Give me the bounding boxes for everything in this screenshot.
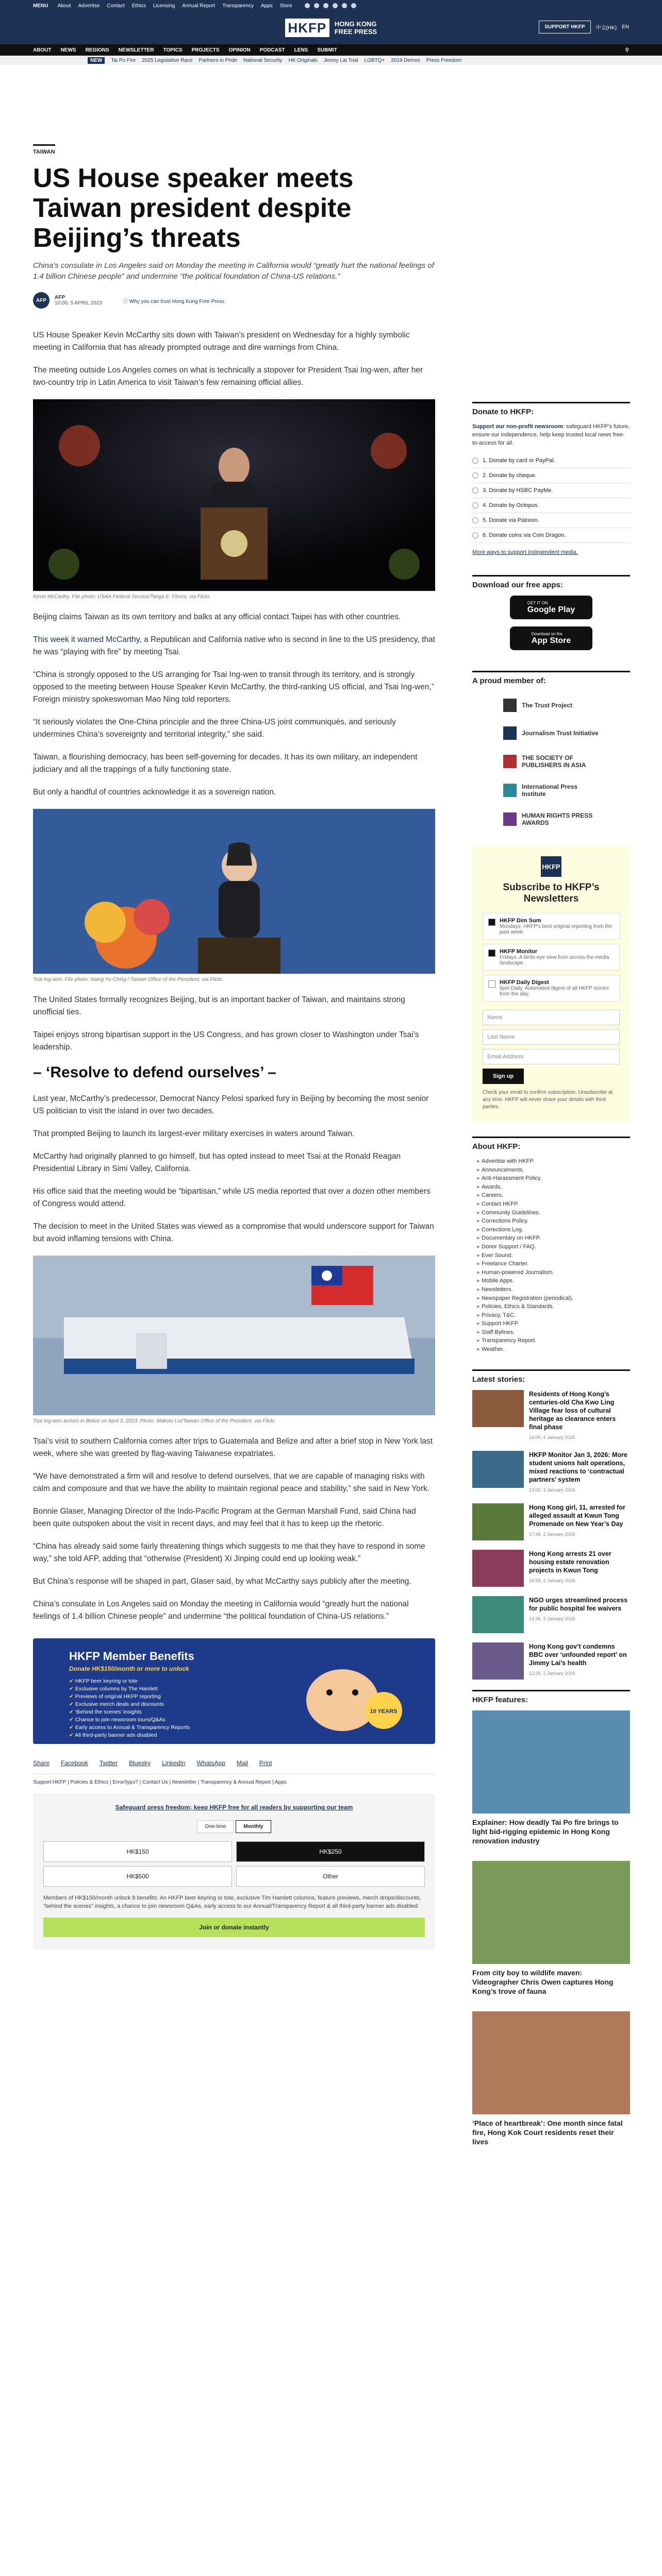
- trending-item[interactable]: HK Originals: [288, 57, 318, 63]
- tab-monthly[interactable]: Monthly: [236, 1820, 271, 1833]
- logo-wordmark: [335, 20, 377, 36]
- last-name-input[interactable]: Last Name: [483, 1029, 620, 1045]
- about-link[interactable]: • Documentary on HKFP.: [482, 1234, 630, 1243]
- newsletter-signup: [472, 846, 630, 1121]
- member-logo[interactable]: [472, 747, 630, 776]
- amount-option[interactable]: Other: [236, 1866, 425, 1887]
- trending-item[interactable]: Tai Po Fire: [111, 57, 136, 63]
- benefit-list: [69, 1677, 190, 1739]
- utility-links: [57, 3, 292, 9]
- twitter-icon[interactable]: [314, 3, 319, 8]
- donate-option[interactable]: 6. Donate coins via Coin Dragon.: [472, 528, 630, 543]
- nav-item[interactable]: REGIONS: [85, 47, 109, 53]
- gp-small: GET IT ON: [527, 600, 548, 605]
- donate-option[interactable]: 5. Donate via Patreon.: [472, 513, 630, 528]
- paragraph: [33, 634, 435, 658]
- paragraph: Taipei enjoys strong bipartisan support in the US Congress, and has grown closer to Washington under Tsai’s leadership.: [33, 1030, 419, 1052]
- member-logo[interactable]: [472, 691, 630, 719]
- about-link[interactable]: • Announcements.: [482, 1166, 630, 1175]
- share-facebook-link[interactable]: Facebook: [61, 1759, 88, 1767]
- share-bluesky-link[interactable]: Bluesky: [129, 1759, 151, 1767]
- support-hkfp-button[interactable]: SUPPORT HKFP: [539, 21, 590, 33]
- banner-title: HKFP Member Benefits: [69, 1650, 194, 1663]
- utility-link[interactable]: Apps: [260, 3, 273, 9]
- story-headline: Residents of Hong Kong’s centuries-old Cha Kwo Ling Village fear loss of cultural heritage as clearance enters final phase: [529, 1390, 616, 1431]
- member-name: THE SOCIETY OF PUBLISHERS IN ASIA: [522, 754, 586, 769]
- newsletter-desc: 6pm Daily. Automated digest of all HKFP stories from the day.: [500, 986, 609, 997]
- newsletter-logo: HKFP: [541, 856, 561, 877]
- donate-option[interactable]: 1. Donate by card or PayPal.: [472, 453, 630, 468]
- story-title: [529, 1451, 630, 1494]
- feature-image: [472, 1861, 630, 1964]
- photo-caption: Tsai Ing-wen arrives in Belize on April 3, 2023. Photo: Makoto Lin/Taiwan Office of the President, via Flickr.: [33, 1418, 276, 1424]
- story-thumbnail: [472, 1550, 524, 1587]
- gp-label: Google Play: [527, 605, 575, 614]
- story-thumbnail: [472, 1642, 524, 1680]
- member-benefits-banner[interactable]: [33, 1638, 435, 1744]
- share-print-link[interactable]: Print: [259, 1759, 272, 1767]
- tab-one-time[interactable]: One-time: [197, 1820, 234, 1833]
- subheading: – ‘Resolve to defend ourselves’ –: [33, 1064, 276, 1081]
- linkedin-icon[interactable]: [351, 3, 356, 8]
- member-name: Journalism Trust Initiative: [522, 730, 599, 737]
- paragraph: The meeting outside Los Angeles comes on what is technically a stopover for President Tsai Ing-wen, after her two-country trip in Latin America to visit Taiwan’s few remaining official allies.: [33, 366, 423, 387]
- amount-options: [43, 1841, 425, 1887]
- paragraph: Beijing claims Taiwan as its own territory and balks at any official contact Taipei has with other countries.: [33, 613, 401, 621]
- lang-chinese-link[interactable]: 中文(HK): [595, 25, 617, 31]
- paragraph: “We have demonstrated a firm will and resolve to defend ourselves, that we are capable of managing risks with calm and composure and that we have the ability to maintain regional peace and stability,” she said in New York.: [33, 1472, 430, 1493]
- donate-box: [33, 1793, 435, 1950]
- app-store-button[interactable]: [510, 626, 592, 650]
- nav-item[interactable]: LENS: [294, 47, 308, 53]
- story-time: 12:26, 2 January 2026: [529, 1670, 575, 1676]
- benefit-item: ✔ All third-party banner ads disabled: [69, 1732, 190, 1739]
- member-mark-icon: [503, 755, 517, 768]
- story-headline: Hong Kong arrests 21 over housing estate renovation projects in Kwun Tong: [529, 1550, 611, 1574]
- nav-item[interactable]: ABOUT: [33, 47, 52, 53]
- feature-title: Explainer: How deadly Tai Po fire brings to light bid-rigging epidemic in Hong Kong renovation industry: [472, 1818, 619, 1845]
- about-link[interactable]: • Newsletters.: [482, 1285, 630, 1294]
- newsletter-name: HKFP Monitor: [500, 948, 538, 955]
- latest-story[interactable]: [472, 1503, 630, 1540]
- benefit-item: ✔ Early access to Annual & Transparency Reports: [69, 1724, 190, 1732]
- about-link[interactable]: • Staff Bylines.: [482, 1328, 630, 1337]
- about-link[interactable]: • Freelance Charter.: [482, 1260, 630, 1268]
- about-link[interactable]: • Donor Support / FAQ.: [482, 1243, 630, 1251]
- first-name-input[interactable]: Name: [483, 1010, 620, 1025]
- story-title: [529, 1550, 630, 1587]
- member-logos: [472, 691, 630, 834]
- paragraph: McCarthy had originally planned to go himself, but has opted instead to meet Tsai at the Ronald Reagan Presidential Library in Simi Valley, California.: [33, 1152, 401, 1173]
- newsletter-option[interactable]: [483, 913, 620, 940]
- lang-english-link[interactable]: EN: [622, 24, 629, 30]
- photo-mccarthy: [33, 399, 435, 591]
- author-avatar: AFP: [33, 292, 49, 309]
- story-thumbnail: [472, 1451, 524, 1488]
- nav-item[interactable]: PODCAST: [259, 47, 285, 53]
- nav-item[interactable]: OPINION: [228, 47, 251, 53]
- as-label: App Store: [531, 636, 571, 645]
- paragraph: The United States formally recognizes Beijing, but is an important backer of Taiwan, and maintains strong unofficial ties.: [33, 995, 405, 1016]
- social-icons: [305, 3, 356, 8]
- share-bar: [33, 1759, 435, 1767]
- story-title: [529, 1596, 630, 1633]
- photo-airplane: [33, 1256, 435, 1415]
- paragraph: His office said that the meeting would be “bipartisan,” while US media reported that over a dozen other members of Congress would attend.: [33, 1187, 431, 1208]
- donate-box-head: Safeguard press freedom; keep HKFP free for all readers by supporting our team: [115, 1804, 353, 1811]
- feature-story[interactable]: [472, 2011, 630, 2146]
- about-link[interactable]: • Mobile Apps.: [482, 1277, 630, 1285]
- mccarthy-image: [33, 399, 435, 591]
- about-link[interactable]: • Corrections Policy.: [482, 1217, 630, 1226]
- paragraph-text: , a Republican and California native who is second in line to the US presidency, that he was “playing with fire” by meeting Tsai.: [33, 635, 435, 656]
- article: [33, 144, 435, 1950]
- about-link[interactable]: • Ever Sound.: [482, 1251, 630, 1260]
- sidebar: [472, 402, 630, 2162]
- donate-link[interactable]: Support our non-profit newsroom: [472, 423, 563, 430]
- member-name: International Press Institute: [522, 783, 578, 798]
- site-header: [0, 11, 662, 44]
- trust-link-label: Why you can trust Hong Kong Free Press: [129, 298, 225, 304]
- byline: [33, 292, 435, 309]
- about-link[interactable]: • Weather.: [482, 1345, 630, 1354]
- story-title: [529, 1503, 630, 1540]
- donate-head: Donate to HKFP:: [472, 402, 630, 416]
- about-link[interactable]: • Policies, Ethics & Standards.: [482, 1302, 630, 1311]
- member-logo[interactable]: [472, 719, 630, 747]
- nav-item[interactable]: SUBMIT: [317, 47, 337, 53]
- donate-option[interactable]: 4. Donate by Octopus.: [472, 498, 630, 513]
- email-input[interactable]: Email Address: [483, 1049, 620, 1064]
- donate-option[interactable]: 3. Donate by HSBC PayMe.: [472, 483, 630, 498]
- paragraph: Bonnie Glaser, Managing Director of the Indo-Pacific Program at the German Marshall Fund, said China had been quite outspoken about the visit in recent days, and may feel that it has to keep up the rhetoric.: [33, 1507, 416, 1528]
- article-lede: China’s consulate in Los Angeles said on Monday the meeting in California would “greatly hurt the national feelings of 1.4 billion Chinese people” and undermine “the political foundation of China-US relations.”: [33, 261, 434, 281]
- about-link[interactable]: • Human-powered Journalism.: [482, 1268, 630, 1277]
- newsletter-option[interactable]: [483, 944, 620, 971]
- latest-story[interactable]: [472, 1550, 630, 1587]
- logo-line-2: FREE PRESS: [334, 28, 377, 36]
- trending-item[interactable]: LGBTQ+: [364, 57, 385, 63]
- utility-link[interactable]: Transparency: [222, 3, 254, 9]
- apps-head: Download our free apps:: [472, 575, 630, 589]
- banner-subtitle: Donate HK$150/month or more to unlock: [69, 1665, 189, 1672]
- share-label: Share: [33, 1759, 50, 1767]
- donate-options: [472, 453, 630, 543]
- benefit-item: ✔ HKFP beer keyring or tote: [69, 1677, 190, 1685]
- story-headline: Hong Kong gov’t condemns BBC over ‘unfounded report’ on Jimmy Lai’s health: [529, 1642, 627, 1667]
- features-head: HKFP features:: [472, 1690, 630, 1704]
- story-headline: Hong Kong girl, 11, arrested for alleged assault at Kwun Tong Promenade on New Year’s Day: [529, 1503, 625, 1528]
- story-time: 13:00, 3 January 2026: [529, 1487, 575, 1493]
- member-head: A proud member of:: [472, 671, 630, 685]
- newsletter-option[interactable]: [483, 975, 620, 1002]
- newsletter-name: HKFP Daily Digest: [500, 979, 549, 986]
- latest-head: Latest stories:: [472, 1369, 630, 1384]
- trending-item[interactable]: 2019 Demos: [391, 57, 420, 63]
- share-mail-link[interactable]: Mail: [236, 1759, 248, 1767]
- utility-link[interactable]: Contact: [107, 3, 125, 9]
- paragraph: Tsai’s visit to southern California comes after trips to Guatemala and Belize and after a brief stop in New York last week, where she was greeted by flag-waving Taiwanese expatriates.: [33, 1437, 433, 1458]
- trending-item[interactable]: 2025 Legislative Race: [142, 57, 193, 63]
- latest-stories: [472, 1390, 630, 1680]
- google-play-button[interactable]: [510, 596, 592, 619]
- trending-bar: [0, 56, 662, 65]
- photo-caption: Kevin McCarthy. File photo: USAA Federal Service/Tanga E. Flores, via Flickr.: [33, 594, 211, 600]
- about-link[interactable]: • Awards.: [482, 1183, 630, 1192]
- trust-link[interactable]: ⓘ Why you can trust Hong Kong Free Press: [122, 298, 225, 304]
- donate-text-body: : safeguard HKFP’s future, ensure our independence, help keep trusted local news free-to-access for all.: [472, 423, 630, 446]
- section-label[interactable]: TAIWAN: [33, 144, 55, 155]
- utility-link[interactable]: Annual Report: [182, 3, 216, 9]
- share-linkedin-link[interactable]: LinkedIn: [162, 1759, 186, 1767]
- photo-tsai: [33, 809, 435, 974]
- article-title: US House speaker meets Taiwan president despite Beijing’s threats: [33, 163, 354, 253]
- nav-item[interactable]: NEWSLETTER: [118, 47, 154, 53]
- donate-tabs: [43, 1820, 425, 1833]
- feature-image: [472, 2011, 630, 2114]
- instagram-icon[interactable]: [323, 3, 328, 8]
- benefit-item: ✔ Exclusive merch deals and discounts: [69, 1701, 190, 1708]
- donate-note: Members of HK$150/month unlock 8 benefits: An HKFP beer keyring or tote, exclusive Tim Hamlett columns, feature previews, merch drops/discounts, “behind the scenes” insights, a chance to join newsroom Q&As, early access to our Annual/Transparency Report & all third-party banner ads disabled.: [43, 1895, 421, 1909]
- newsletter-desc: Fridays. A birds-eye view from across the media landscape.: [500, 955, 609, 966]
- story-thumbnail: [472, 1596, 524, 1633]
- site-logo[interactable]: [285, 19, 377, 37]
- signup-note: Check your email to confirm subscription. Unsubscribe at any time. HKFP will never share your details with third parties.: [483, 1090, 613, 1110]
- photo-caption: Tsai Ing-wen. File photo: Wang Yu Ching / Taiwan Office of the President, via Flickr.: [33, 977, 224, 982]
- logo-line-1: HONG KONG: [334, 20, 377, 28]
- feature-title: From city boy to wildlife maven: Videographer Chris Owen captures Hong Kong’s trove of fauna: [472, 1968, 614, 1995]
- about-link[interactable]: • Corrections Log.: [482, 1226, 630, 1234]
- paragraph: Last year, McCarthy’s predecessor, Democrat Nancy Pelosi sparked fury in Beijing by becoming the most senior US politician to visit the island in over two decades.: [33, 1094, 429, 1115]
- about-link[interactable]: • Community Guidelines.: [482, 1209, 630, 1217]
- amount-option[interactable]: HK$150: [43, 1841, 232, 1862]
- search-icon[interactable]: ⚲: [625, 47, 629, 53]
- trending-item[interactable]: Press Freedom: [426, 57, 462, 63]
- nav-item[interactable]: PROJECTS: [191, 47, 220, 53]
- publish-date: 10:00, 5 APRIL 2023: [55, 300, 102, 306]
- paragraph: US House Speaker Kevin McCarthy sits down with Taiwan’s president on Wednesday for a highly symbolic meeting in California that has already prompted outrage and dire warnings from China.: [33, 331, 410, 352]
- story-time: 14:36, 2 January 2026: [529, 1616, 575, 1621]
- newsletter-desc: Mondays. HKFP’s best original reporting from the past week.: [500, 924, 613, 935]
- member-logo[interactable]: [472, 776, 630, 805]
- utility-link[interactable]: Licensing: [153, 3, 175, 9]
- latest-story[interactable]: [472, 1390, 630, 1442]
- about-link[interactable]: • Newspaper Registration (periodical).: [482, 1294, 630, 1303]
- as-small: Download on the: [531, 631, 562, 636]
- donate-text: [472, 422, 630, 447]
- story-thumbnail: [472, 1390, 524, 1427]
- feature-story[interactable]: [472, 1710, 630, 1845]
- trending-item[interactable]: National Security: [243, 57, 283, 63]
- utility-link[interactable]: About: [57, 3, 71, 9]
- about-link[interactable]: • Advertise with HKFP.: [482, 1157, 630, 1166]
- member-mark-icon: [503, 726, 517, 740]
- member-name: The Trust Project: [522, 702, 573, 709]
- story-time: 16:58, 2 January 2026: [529, 1578, 575, 1583]
- paragraph: China’s consulate in Los Angeles said on Monday the meeting in California would “greatly hurt the national feelings of 1.4 billion Chinese people” and undermine “the political foundation of China-US relations.”: [33, 1600, 409, 1621]
- footer-links[interactable]: Support HKFP | Policies & Ethics | Error/typo? | Contact Us | Newsletter | Transparency & Annual Report | Apps: [33, 1774, 435, 1785]
- about-list: [472, 1157, 630, 1354]
- about-link[interactable]: • Support HKFP.: [482, 1319, 630, 1328]
- benefit-item: ✔ Chance to join newsroom tours/Q&As: [69, 1716, 190, 1724]
- latest-story[interactable]: [472, 1451, 630, 1494]
- feature-title: ‘Place of heartbreak’: One month since fatal fire, Hong Kok Court residents reset their lives: [472, 2119, 623, 2146]
- paragraph: That prompted Beijing to launch its largest-ever military exercises in waters around Taiwan.: [33, 1129, 355, 1138]
- story-title: [529, 1642, 630, 1680]
- about-link[interactable]: • Privacy, T&C.: [482, 1311, 630, 1320]
- about-head: About HKFP:: [472, 1137, 630, 1151]
- paragraph: “It seriously violates the One-China principle and the three China-US joint communiqués, and seriously undermines China’s sovereignty and territorial integrity,” she said.: [33, 718, 396, 739]
- newsletter-name: HKFP Dim Sum: [500, 918, 541, 924]
- join-donate-button[interactable]: Join or donate instantly: [43, 1918, 425, 1937]
- story-headline: NGO urges streamlined process for public hospital fee waivers: [529, 1596, 628, 1612]
- share-whatsapp-link[interactable]: WhatsApp: [196, 1759, 225, 1767]
- donate-option[interactable]: 2. Donate by cheque.: [472, 468, 630, 483]
- share-twitter-link[interactable]: Twitter: [99, 1759, 118, 1767]
- telegram-icon[interactable]: [342, 3, 347, 8]
- amount-option[interactable]: HK$500: [43, 1866, 232, 1887]
- author-name[interactable]: AFP: [55, 295, 65, 300]
- story-time: 16:00, 4 January 2026: [529, 1434, 575, 1440]
- about-link[interactable]: • Careers.: [482, 1191, 630, 1200]
- benefit-item: ✔ Previews of original HKFP reporting: [69, 1693, 190, 1701]
- trending-item[interactable]: Partners in Pride: [198, 57, 238, 63]
- member-mark-icon: [503, 699, 517, 712]
- amount-option[interactable]: HK$250: [236, 1841, 425, 1862]
- about-link[interactable]: • Contact HKFP.: [482, 1200, 630, 1209]
- story-time: 17:48, 2 January 2026: [529, 1531, 575, 1537]
- utility-link[interactable]: Advertise: [78, 3, 100, 9]
- about-link[interactable]: • Anti-Harassment Policy.: [482, 1174, 630, 1183]
- paragraph: “China has already said some fairly threatening things which suggests to me that they have to respond in some way,” she told AFP, adding that “otherwise (President) Xi Jinping could end up looking weak.”: [33, 1542, 425, 1563]
- more-ways-link[interactable]: More ways to support independent media.: [472, 549, 578, 555]
- paragraph: But China’s response will be shaped in part, Glaser said, by what McCarthy says publicly after the meeting.: [33, 1577, 411, 1586]
- logo-mark: HKFP: [285, 19, 329, 37]
- menu-button[interactable]: MENU: [33, 3, 48, 9]
- feature-stories: [472, 1710, 630, 2146]
- paragraph: But only a handful of countries acknowledge it as a sovereign nation.: [33, 788, 276, 796]
- trending-item[interactable]: Jimmy Lai Trial: [323, 57, 358, 63]
- feature-image: [472, 1710, 630, 1814]
- main-nav: [0, 44, 662, 56]
- latest-story[interactable]: [472, 1596, 630, 1633]
- warned-mccarthy-link[interactable]: This week it warned McCarthy: [33, 635, 140, 644]
- mascot-illustration: [280, 1649, 404, 1736]
- youtube-icon[interactable]: [333, 3, 338, 8]
- utility-link[interactable]: Store: [279, 3, 292, 9]
- newsletter-title: Subscribe to HKFP’s Newsletters: [503, 882, 600, 904]
- benefit-item: ✔ ‘Behind the scenes’ insights: [69, 1708, 190, 1716]
- nav-item[interactable]: TOPICS: [163, 47, 183, 53]
- story-title: [529, 1390, 630, 1442]
- tsai-image: [33, 809, 435, 974]
- facebook-icon[interactable]: [305, 3, 310, 8]
- airplane-image: [33, 1256, 435, 1415]
- member-mark-icon: [503, 784, 517, 797]
- top-utility-bar: [0, 0, 662, 11]
- anniversary-badge: 10 YEARS: [370, 1708, 398, 1715]
- about-link[interactable]: • Transparency Report.: [482, 1336, 630, 1345]
- signup-button[interactable]: Sign up: [483, 1069, 524, 1084]
- member-mark-icon: [503, 812, 517, 826]
- benefit-item: ✔ Exclusive columns by The Hamlett: [69, 1685, 190, 1693]
- new-badge: NEW: [88, 57, 105, 64]
- paragraph: Taiwan, a flourishing democracy, has been self-governing for decades. It has its own military, an independent judiciary and all the trappings of a fully functioning state.: [33, 753, 418, 774]
- newsletter-options: [483, 913, 620, 1002]
- utility-link[interactable]: Ethics: [131, 3, 146, 9]
- story-thumbnail: [472, 1503, 524, 1540]
- latest-story[interactable]: [472, 1642, 630, 1680]
- paragraph: The decision to meet in the United States was viewed as a compromise that would underscore support for Taiwan but avoid inflaming tensions with China.: [33, 1222, 434, 1243]
- nav-item[interactable]: NEWS: [60, 47, 76, 53]
- paragraph: “China is strongly opposed to the US arranging for Tsai Ing-wen to transit through its territory, and is strongly opposed to the meeting between House Speaker Kevin McCarthy, the third-ranking US official, and Tsai Ing-wen,” Foreign ministry spokeswoman Mao Ning told reporters.: [33, 670, 435, 704]
- feature-story[interactable]: [472, 1861, 630, 1996]
- member-logo[interactable]: [472, 805, 630, 834]
- story-headline: HKFP Monitor Jan 3, 2026: More student unions halt operations, mixed reactions to ‘contractual partners’ system: [529, 1451, 627, 1483]
- member-name: HUMAN RIGHTS PRESS AWARDS: [522, 812, 593, 826]
